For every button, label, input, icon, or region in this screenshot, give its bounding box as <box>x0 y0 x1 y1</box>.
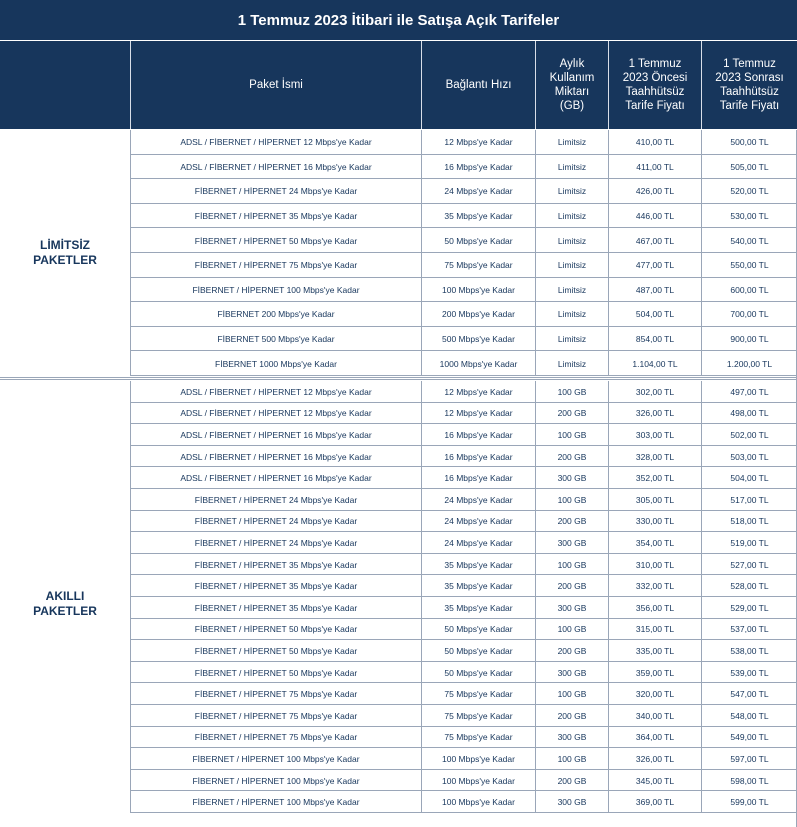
cell-price-before: 303,00 TL <box>608 424 701 446</box>
cell-price-after: 549,00 TL <box>701 727 797 749</box>
cell-price-before: 330,00 TL <box>608 511 701 533</box>
cell-package-name: FİBERNET / HİPERNET 100 Mbps'ye Kadar <box>130 791 421 813</box>
cell-price-after: 529,00 TL <box>701 597 797 619</box>
cell-connection-speed: 24 Mbps'ye Kadar <box>421 179 535 204</box>
table-row <box>130 597 797 619</box>
cell-connection-speed: 100 Mbps'ye Kadar <box>421 791 535 813</box>
cell-monthly-usage: 100 GB <box>535 554 608 576</box>
cell-price-after: 537,00 TL <box>701 619 797 641</box>
cell-price-after: 597,00 TL <box>701 748 797 770</box>
cell-price-after: 700,00 TL <box>701 302 797 327</box>
cell-price-after: 548,00 TL <box>701 705 797 727</box>
cell-price-before: 446,00 TL <box>608 204 701 229</box>
cell-price-before: 369,00 TL <box>608 791 701 813</box>
cell-price-after: 600,00 TL <box>701 278 797 303</box>
cell-connection-speed: 35 Mbps'ye Kadar <box>421 554 535 576</box>
cell-connection-speed: 50 Mbps'ye Kadar <box>421 619 535 641</box>
cell-package-name: FİBERNET / HİPERNET 75 Mbps'ye Kadar <box>130 253 421 278</box>
cell-price-before: 332,00 TL <box>608 575 701 597</box>
cell-package-name: FİBERNET / HİPERNET 24 Mbps'ye Kadar <box>130 511 421 533</box>
group-label-unlimited: LİMİTSİZ PAKETLER <box>33 238 97 267</box>
cell-monthly-usage: 300 GB <box>535 532 608 554</box>
table-row <box>130 532 797 554</box>
cell-package-name: FİBERNET / HİPERNET 100 Mbps'ye Kadar <box>130 278 421 303</box>
table-row <box>130 727 797 749</box>
cell-price-before: 326,00 TL <box>608 403 701 425</box>
group-label-smart: AKILLI PAKETLER <box>33 589 97 618</box>
cell-package-name: FİBERNET / HİPERNET 35 Mbps'ye Kadar <box>130 204 421 229</box>
table-row <box>130 403 797 425</box>
cell-price-before: 310,00 TL <box>608 554 701 576</box>
cell-monthly-usage: 200 GB <box>535 705 608 727</box>
table-row <box>130 179 797 204</box>
cell-price-after: 519,00 TL <box>701 532 797 554</box>
cell-price-before: 467,00 TL <box>608 228 701 253</box>
cell-package-name: FİBERNET 200 Mbps'ye Kadar <box>130 302 421 327</box>
table-row <box>130 489 797 511</box>
cell-price-before: 340,00 TL <box>608 705 701 727</box>
cell-price-after: 1.200,00 TL <box>701 351 797 376</box>
cell-package-name: ADSL / FİBERNET / HİPERNET 12 Mbps'ye Kadar <box>130 130 421 155</box>
cell-price-before: 359,00 TL <box>608 662 701 684</box>
cell-package-name: FİBERNET / HİPERNET 24 Mbps'ye Kadar <box>130 532 421 554</box>
cell-price-after: 599,00 TL <box>701 791 797 813</box>
table-row <box>130 640 797 662</box>
cell-monthly-usage: 300 GB <box>535 791 608 813</box>
cell-package-name: ADSL / FİBERNET / HİPERNET 12 Mbps'ye Kadar <box>130 403 421 425</box>
table-row <box>130 791 797 813</box>
cell-monthly-usage: Limitsiz <box>535 228 608 253</box>
cell-package-name: FİBERNET / HİPERNET 100 Mbps'ye Kadar <box>130 748 421 770</box>
row-divider <box>130 812 797 813</box>
cell-connection-speed: 35 Mbps'ye Kadar <box>421 575 535 597</box>
table-row <box>130 619 797 641</box>
cell-monthly-usage: 300 GB <box>535 662 608 684</box>
table-row <box>130 327 797 352</box>
cell-monthly-usage: Limitsiz <box>535 204 608 229</box>
cell-connection-speed: 1000 Mbps'ye Kadar <box>421 351 535 376</box>
cell-price-after: 530,00 TL <box>701 204 797 229</box>
table-row <box>130 770 797 792</box>
cell-price-before: 426,00 TL <box>608 179 701 204</box>
header-price-after: 1 Temmuz 2023 Sonrası Taahhütsüz Tarife Fiyatı <box>701 41 797 129</box>
table-row <box>130 662 797 684</box>
table-row <box>130 155 797 180</box>
cell-price-after: 517,00 TL <box>701 489 797 511</box>
cell-monthly-usage: 100 GB <box>535 381 608 403</box>
cell-connection-speed: 16 Mbps'ye Kadar <box>421 424 535 446</box>
table-row <box>130 705 797 727</box>
cell-price-after: 527,00 TL <box>701 554 797 576</box>
cell-monthly-usage: 300 GB <box>535 467 608 489</box>
cell-price-before: 411,00 TL <box>608 155 701 180</box>
cell-price-before: 364,00 TL <box>608 727 701 749</box>
cell-price-after: 518,00 TL <box>701 511 797 533</box>
cell-connection-speed: 35 Mbps'ye Kadar <box>421 204 535 229</box>
cell-monthly-usage: 200 GB <box>535 446 608 468</box>
row-divider <box>130 375 797 376</box>
table-row <box>130 204 797 229</box>
cell-price-after: 502,00 TL <box>701 424 797 446</box>
cell-price-after: 900,00 TL <box>701 327 797 352</box>
cell-monthly-usage: 100 GB <box>535 619 608 641</box>
cell-monthly-usage: 200 GB <box>535 575 608 597</box>
cell-package-name: FİBERNET 500 Mbps'ye Kadar <box>130 327 421 352</box>
cell-package-name: FİBERNET / HİPERNET 75 Mbps'ye Kadar <box>130 683 421 705</box>
cell-connection-speed: 24 Mbps'ye Kadar <box>421 489 535 511</box>
cell-package-name: FİBERNET / HİPERNET 100 Mbps'ye Kadar <box>130 770 421 792</box>
cell-price-before: 487,00 TL <box>608 278 701 303</box>
cell-price-after: 540,00 TL <box>701 228 797 253</box>
cell-connection-speed: 75 Mbps'ye Kadar <box>421 727 535 749</box>
cell-price-after: 547,00 TL <box>701 683 797 705</box>
cell-price-after: 504,00 TL <box>701 467 797 489</box>
header-package-name: Paket İsmi <box>130 41 421 129</box>
cell-package-name: FİBERNET / HİPERNET 35 Mbps'ye Kadar <box>130 597 421 619</box>
cell-price-after: 498,00 TL <box>701 403 797 425</box>
cell-package-name: FİBERNET / HİPERNET 50 Mbps'ye Kadar <box>130 619 421 641</box>
cell-monthly-usage: 300 GB <box>535 597 608 619</box>
cell-monthly-usage: 200 GB <box>535 511 608 533</box>
cell-monthly-usage: Limitsiz <box>535 327 608 352</box>
cell-monthly-usage: 100 GB <box>535 748 608 770</box>
cell-price-after: 538,00 TL <box>701 640 797 662</box>
table-row <box>130 424 797 446</box>
table-row <box>130 351 797 376</box>
cell-monthly-usage: Limitsiz <box>535 155 608 180</box>
cell-connection-speed: 24 Mbps'ye Kadar <box>421 511 535 533</box>
cell-price-after: 497,00 TL <box>701 381 797 403</box>
cell-connection-speed: 16 Mbps'ye Kadar <box>421 467 535 489</box>
cell-package-name: ADSL / FİBERNET / HİPERNET 16 Mbps'ye Kadar <box>130 155 421 180</box>
cell-price-before: 335,00 TL <box>608 640 701 662</box>
cell-monthly-usage: Limitsiz <box>535 179 608 204</box>
table-row <box>130 554 797 576</box>
table-row <box>130 575 797 597</box>
cell-price-before: 854,00 TL <box>608 327 701 352</box>
header-monthly-usage: Aylık Kullanım Miktarı (GB) <box>535 41 608 129</box>
cell-price-before: 504,00 TL <box>608 302 701 327</box>
cell-monthly-usage: 100 GB <box>535 489 608 511</box>
cell-connection-speed: 100 Mbps'ye Kadar <box>421 278 535 303</box>
cell-monthly-usage: 200 GB <box>535 770 608 792</box>
header-connection-speed: Bağlantı Hızı <box>421 41 535 129</box>
table-row <box>130 683 797 705</box>
cell-price-before: 320,00 TL <box>608 683 701 705</box>
table-row <box>130 278 797 303</box>
cell-package-name: FİBERNET 1000 Mbps'ye Kadar <box>130 351 421 376</box>
cell-price-before: 305,00 TL <box>608 489 701 511</box>
cell-price-after: 505,00 TL <box>701 155 797 180</box>
cell-connection-speed: 100 Mbps'ye Kadar <box>421 770 535 792</box>
cell-package-name: ADSL / FİBERNET / HİPERNET 16 Mbps'ye Kadar <box>130 424 421 446</box>
cell-connection-speed: 16 Mbps'ye Kadar <box>421 155 535 180</box>
cell-package-name: FİBERNET / HİPERNET 75 Mbps'ye Kadar <box>130 727 421 749</box>
table-row <box>130 446 797 468</box>
cell-price-after: 550,00 TL <box>701 253 797 278</box>
cell-price-after: 528,00 TL <box>701 575 797 597</box>
cell-price-before: 354,00 TL <box>608 532 701 554</box>
cell-monthly-usage: Limitsiz <box>535 351 608 376</box>
cell-connection-speed: 100 Mbps'ye Kadar <box>421 748 535 770</box>
cell-price-before: 356,00 TL <box>608 597 701 619</box>
cell-connection-speed: 24 Mbps'ye Kadar <box>421 532 535 554</box>
cell-price-before: 352,00 TL <box>608 467 701 489</box>
cell-monthly-usage: 200 GB <box>535 640 608 662</box>
cell-monthly-usage: 100 GB <box>535 683 608 705</box>
table-row <box>130 302 797 327</box>
header-corner <box>0 41 130 129</box>
cell-connection-speed: 75 Mbps'ye Kadar <box>421 253 535 278</box>
cell-price-before: 1.104,00 TL <box>608 351 701 376</box>
cell-price-after: 598,00 TL <box>701 770 797 792</box>
cell-monthly-usage: Limitsiz <box>535 278 608 303</box>
cell-price-after: 500,00 TL <box>701 130 797 155</box>
cell-package-name: ADSL / FİBERNET / HİPERNET 16 Mbps'ye Kadar <box>130 446 421 468</box>
cell-monthly-usage: Limitsiz <box>535 130 608 155</box>
cell-price-before: 410,00 TL <box>608 130 701 155</box>
page-title: 1 Temmuz 2023 İtibari ile Satışa Açık Tarifeler <box>0 0 797 40</box>
cell-monthly-usage: 200 GB <box>535 403 608 425</box>
cell-package-name: FİBERNET / HİPERNET 24 Mbps'ye Kadar <box>130 489 421 511</box>
cell-connection-speed: 200 Mbps'ye Kadar <box>421 302 535 327</box>
cell-monthly-usage: 100 GB <box>535 424 608 446</box>
cell-package-name: FİBERNET / HİPERNET 24 Mbps'ye Kadar <box>130 179 421 204</box>
cell-monthly-usage: Limitsiz <box>535 253 608 278</box>
table-row <box>130 511 797 533</box>
cell-connection-speed: 12 Mbps'ye Kadar <box>421 403 535 425</box>
cell-package-name: FİBERNET / HİPERNET 35 Mbps'ye Kadar <box>130 554 421 576</box>
cell-package-name: FİBERNET / HİPERNET 50 Mbps'ye Kadar <box>130 228 421 253</box>
cell-price-before: 302,00 TL <box>608 381 701 403</box>
table-row <box>130 748 797 770</box>
table-row <box>130 253 797 278</box>
header-price-before: 1 Temmuz 2023 Öncesi Taahhütsüz Tarife Fiyatı <box>608 41 701 129</box>
cell-price-before: 328,00 TL <box>608 446 701 468</box>
cell-connection-speed: 50 Mbps'ye Kadar <box>421 640 535 662</box>
cell-connection-speed: 12 Mbps'ye Kadar <box>421 130 535 155</box>
cell-price-after: 520,00 TL <box>701 179 797 204</box>
table-row <box>130 467 797 489</box>
cell-price-before: 477,00 TL <box>608 253 701 278</box>
table-row <box>130 130 797 155</box>
cell-connection-speed: 500 Mbps'ye Kadar <box>421 327 535 352</box>
cell-price-before: 326,00 TL <box>608 748 701 770</box>
table-row <box>130 381 797 403</box>
cell-connection-speed: 50 Mbps'ye Kadar <box>421 228 535 253</box>
cell-package-name: ADSL / FİBERNET / HİPERNET 12 Mbps'ye Kadar <box>130 381 421 403</box>
cell-price-before: 315,00 TL <box>608 619 701 641</box>
cell-package-name: ADSL / FİBERNET / HİPERNET 16 Mbps'ye Kadar <box>130 467 421 489</box>
cell-price-before: 345,00 TL <box>608 770 701 792</box>
cell-package-name: FİBERNET / HİPERNET 75 Mbps'ye Kadar <box>130 705 421 727</box>
cell-price-after: 539,00 TL <box>701 662 797 684</box>
cell-monthly-usage: Limitsiz <box>535 302 608 327</box>
cell-connection-speed: 35 Mbps'ye Kadar <box>421 597 535 619</box>
cell-price-after: 503,00 TL <box>701 446 797 468</box>
group-separator <box>0 377 797 380</box>
cell-monthly-usage: 300 GB <box>535 727 608 749</box>
cell-package-name: FİBERNET / HİPERNET 50 Mbps'ye Kadar <box>130 640 421 662</box>
cell-connection-speed: 12 Mbps'ye Kadar <box>421 381 535 403</box>
cell-connection-speed: 75 Mbps'ye Kadar <box>421 683 535 705</box>
cell-connection-speed: 16 Mbps'ye Kadar <box>421 446 535 468</box>
cell-package-name: FİBERNET / HİPERNET 35 Mbps'ye Kadar <box>130 575 421 597</box>
table-row <box>130 228 797 253</box>
cell-package-name: FİBERNET / HİPERNET 50 Mbps'ye Kadar <box>130 662 421 684</box>
cell-connection-speed: 50 Mbps'ye Kadar <box>421 662 535 684</box>
cell-connection-speed: 75 Mbps'ye Kadar <box>421 705 535 727</box>
